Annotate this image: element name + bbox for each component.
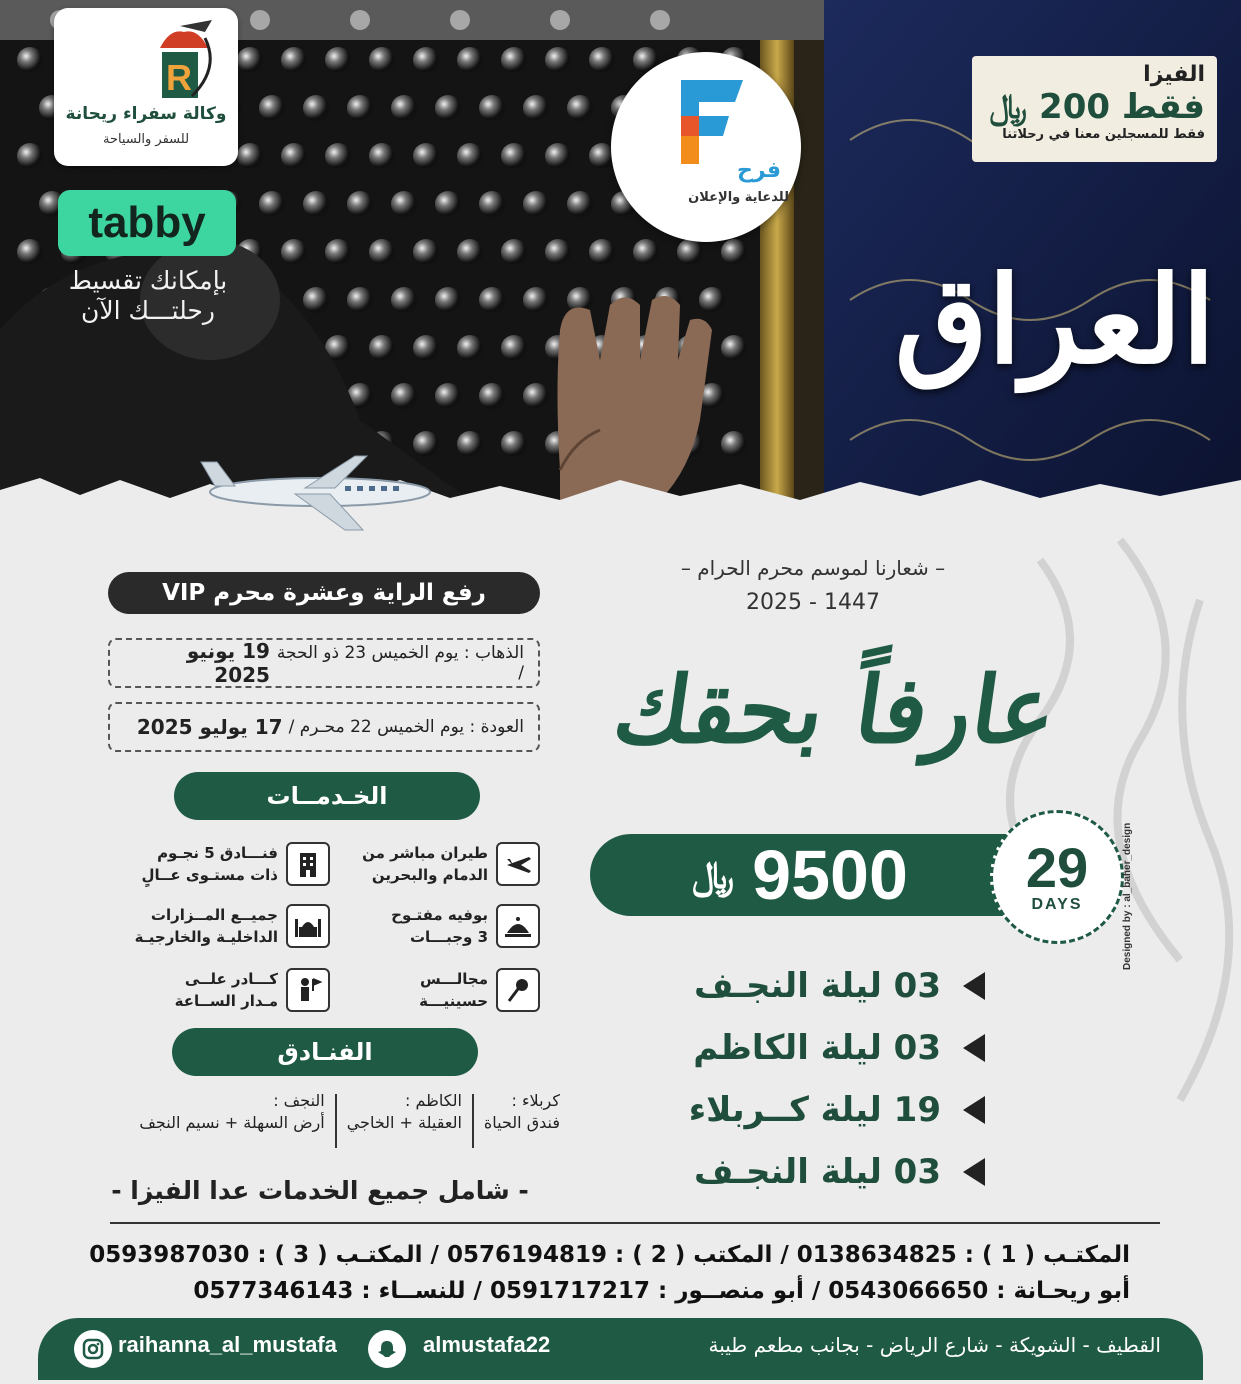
contacts-line-2: أبو ريحـانة : 0543066650 / أبو منصــور : 0591717217 / للنســاء : 0577346143 bbox=[193, 1278, 1130, 1304]
tabby-installment-text bbox=[50, 266, 246, 326]
grille-ball bbox=[347, 191, 373, 217]
hotel-names: فندق الحياة bbox=[483, 1113, 560, 1132]
agency-tagline: للسفر والسياحة bbox=[102, 132, 190, 147]
return-label: العودة : يوم الخميس 22 محـرم / bbox=[288, 717, 524, 737]
grille-ball bbox=[237, 143, 263, 169]
service-line: بوفيه مفتـوح bbox=[391, 906, 488, 924]
service-five-star-hotels bbox=[108, 842, 278, 886]
service-line: فنـــادق 5 نجـوم bbox=[157, 844, 278, 862]
currency-symbol: ﷼ bbox=[692, 852, 735, 897]
grille-ball bbox=[567, 191, 593, 217]
visa-note: فقط للمسجلين معنا في رحلاتنا bbox=[1002, 127, 1205, 142]
airplane-illustration bbox=[195, 452, 445, 532]
grille-ball bbox=[413, 47, 439, 73]
hotel-city: كربلاء : bbox=[511, 1091, 560, 1110]
grille-ball bbox=[567, 95, 593, 121]
grille-ball bbox=[633, 239, 659, 265]
service-line: 3 وجبـــات bbox=[409, 928, 488, 946]
days-number: 29 bbox=[1025, 836, 1089, 899]
hotel-column-karbala bbox=[478, 1090, 566, 1152]
hotel-city: النجف : bbox=[273, 1091, 325, 1110]
service-husayni-gatherings bbox=[348, 968, 488, 1012]
ad-agency-name: فرح bbox=[737, 158, 781, 183]
designer-credit: Designed by : al_baher_design bbox=[1122, 822, 1133, 970]
services-heading: الخـدمــات bbox=[174, 772, 480, 820]
grille-ball bbox=[391, 95, 417, 121]
grille-ball bbox=[501, 143, 527, 169]
itinerary-text: 19 ليلة كــربلاء bbox=[688, 1090, 941, 1130]
grille-ball bbox=[589, 47, 615, 73]
grille-ball bbox=[369, 239, 395, 265]
food-cloche-icon bbox=[496, 904, 540, 948]
service-direct-flight bbox=[348, 842, 488, 886]
grille-ball bbox=[435, 95, 461, 121]
return-box bbox=[108, 702, 540, 752]
trip-title: رفع الراية وعشرة محرم VIP bbox=[108, 572, 540, 614]
footer-address: القطيف - الشويكة - شارع الرياض - بجانب مطعم طيبة bbox=[708, 1333, 1161, 1357]
grille-ball bbox=[545, 47, 571, 73]
airplane-icon bbox=[496, 842, 540, 886]
grille-ball bbox=[501, 47, 527, 73]
itinerary-item bbox=[640, 1086, 985, 1134]
grille-ball bbox=[501, 335, 527, 361]
grille-ball bbox=[457, 239, 483, 265]
grille-ball bbox=[369, 47, 395, 73]
grille-ball bbox=[413, 143, 439, 169]
ad-agency-tagline: للدعاية والإعلان bbox=[688, 190, 789, 205]
service-line: مجالـــس bbox=[420, 970, 488, 988]
play-arrow-icon bbox=[963, 1096, 985, 1124]
agency-logo-card bbox=[54, 8, 238, 166]
days-badge bbox=[990, 810, 1124, 944]
grille-ball bbox=[413, 335, 439, 361]
inclusions-note: - شامل جميع الخدمات عدا الفيزا - bbox=[111, 1176, 529, 1205]
grille-ball bbox=[281, 47, 307, 73]
hotel-divider bbox=[472, 1094, 474, 1148]
instagram-icon bbox=[74, 1330, 112, 1368]
service-line: كـــادر علــى bbox=[184, 970, 278, 988]
days-label: DAYS bbox=[1031, 896, 1083, 913]
itinerary-item bbox=[640, 962, 985, 1010]
grille-ball bbox=[259, 95, 285, 121]
price-content bbox=[640, 834, 960, 916]
play-arrow-icon bbox=[963, 972, 985, 1000]
grille-ball bbox=[479, 191, 505, 217]
ad-agency-logo-card bbox=[611, 52, 801, 242]
hotels-list bbox=[66, 1090, 566, 1152]
snapchat-icon bbox=[368, 1330, 406, 1368]
agency-logo-icon bbox=[150, 18, 220, 102]
service-line: الداخليـة والخارجيـة bbox=[134, 928, 278, 946]
grille-ball bbox=[259, 191, 285, 217]
hotel-building-icon bbox=[286, 842, 330, 886]
hotel-divider bbox=[335, 1094, 337, 1148]
grille-ball bbox=[435, 191, 461, 217]
grille-ball bbox=[391, 287, 417, 313]
hotel-names: أرض السهلة + نسيم النجف bbox=[139, 1113, 325, 1132]
play-arrow-icon bbox=[963, 1158, 985, 1186]
slogan-calligraphy-area bbox=[585, 630, 1085, 790]
grille-ball bbox=[17, 239, 43, 265]
slogan-intro: – شعارنا لموسم محرم الحرام – bbox=[680, 556, 946, 580]
grille-ball bbox=[281, 239, 307, 265]
tabby-line-1: بإمكانك تقسيط bbox=[68, 266, 228, 295]
grille-ball bbox=[391, 383, 417, 409]
grille-ball bbox=[325, 239, 351, 265]
grille-ball bbox=[523, 383, 549, 409]
svg-text:R: R bbox=[166, 57, 192, 98]
tabby-badge bbox=[58, 190, 236, 256]
grille-ball bbox=[303, 95, 329, 121]
grille-ball bbox=[281, 143, 307, 169]
grille-ball bbox=[523, 191, 549, 217]
itinerary-text: 03 ليلة النجـف bbox=[693, 966, 941, 1006]
price-amount: 9500 bbox=[752, 836, 908, 914]
grille-ball bbox=[501, 239, 527, 265]
hotels-heading: الفنـادق bbox=[172, 1028, 478, 1076]
itinerary-item bbox=[640, 1024, 985, 1072]
service-line: ذات مستـوى عــالٍ bbox=[141, 866, 278, 884]
destination-title-area bbox=[890, 190, 1220, 450]
grille-ball bbox=[17, 47, 43, 73]
instagram-handle[interactable]: raihanna_al_mustafa bbox=[118, 1332, 337, 1357]
hotel-column-kadhimiya bbox=[341, 1090, 468, 1152]
return-date: 17 يوليو 2025 bbox=[136, 715, 283, 739]
departure-date: 19 يونيو 2025 bbox=[186, 639, 270, 687]
grille-ball bbox=[721, 335, 747, 361]
contacts-line-1: المكتـب ( 1 ) : 0138634825 / المكتب ( 2 ) : 0576194819 / المكتـب ( 3 ) : 0593987030 bbox=[89, 1242, 1130, 1268]
grille-ball bbox=[435, 287, 461, 313]
grille-ball bbox=[237, 47, 263, 73]
itinerary-text: 03 ليلة النجـف bbox=[693, 1152, 941, 1192]
grille-ball bbox=[303, 191, 329, 217]
contacts-divider bbox=[110, 1222, 1160, 1224]
hotel-column-najaf bbox=[133, 1090, 330, 1152]
grille-ball bbox=[699, 287, 725, 313]
service-24h-staff bbox=[108, 968, 278, 1012]
grille-ball bbox=[545, 239, 571, 265]
grille-ball bbox=[721, 239, 747, 265]
grille-ball bbox=[457, 143, 483, 169]
service-line: الدمام والبحرين bbox=[371, 866, 488, 884]
agency-name: وكالة سفراء ريحانة bbox=[65, 104, 227, 124]
grille-ball bbox=[413, 239, 439, 265]
grille-ball bbox=[479, 287, 505, 313]
guide-flag-icon bbox=[286, 968, 330, 1012]
grille-ball bbox=[523, 95, 549, 121]
ad-agency-f-logo-icon bbox=[669, 72, 749, 172]
torn-paper-edge bbox=[0, 440, 1241, 530]
visa-price-box bbox=[972, 56, 1217, 162]
microphone-icon bbox=[496, 968, 540, 1012]
slogan-calligraphy: عارفاً بحقك bbox=[607, 656, 1063, 764]
departure-box bbox=[108, 638, 540, 688]
grille-ball bbox=[369, 335, 395, 361]
grille-ball bbox=[523, 287, 549, 313]
snapchat-handle[interactable]: almustafa22 bbox=[423, 1332, 551, 1357]
grille-ball bbox=[435, 383, 461, 409]
grille-ball bbox=[545, 143, 571, 169]
grille-ball bbox=[347, 287, 373, 313]
grille-ball bbox=[677, 239, 703, 265]
service-line: طيران مباشر من bbox=[362, 844, 488, 862]
grille-ball bbox=[369, 143, 395, 169]
grille-ball bbox=[391, 191, 417, 217]
grille-ball bbox=[457, 335, 483, 361]
visa-price: فقط 200 ﷼ bbox=[989, 87, 1205, 127]
itinerary-list bbox=[640, 962, 985, 1196]
footer-bar bbox=[38, 1318, 1203, 1380]
services-grid bbox=[98, 834, 548, 1034]
grille-ball bbox=[479, 383, 505, 409]
tabby-logo-text: tabby bbox=[88, 198, 206, 247]
hotel-names: العقيلة + الخاجي bbox=[346, 1113, 462, 1132]
service-open-buffet bbox=[348, 904, 488, 948]
hotel-city: الكاظم : bbox=[405, 1091, 462, 1110]
grille-ball bbox=[347, 95, 373, 121]
service-line: جميــع المــزارات bbox=[150, 906, 278, 924]
grille-ball bbox=[303, 287, 329, 313]
grille-ball bbox=[325, 143, 351, 169]
mosque-icon bbox=[286, 904, 330, 948]
service-line: مـدار الســاعة bbox=[174, 992, 278, 1010]
itinerary-text: 03 ليلة الكاظم bbox=[693, 1028, 941, 1068]
visa-title: الفيزا bbox=[1143, 62, 1205, 87]
slogan-years: 2025 - 1447 bbox=[746, 590, 880, 615]
service-all-shrines bbox=[108, 904, 278, 948]
tabby-line-2: رحلتـــك الآن bbox=[81, 296, 215, 325]
destination-title: العراق bbox=[894, 249, 1216, 391]
play-arrow-icon bbox=[963, 1034, 985, 1062]
grille-ball bbox=[325, 47, 351, 73]
grille-ball bbox=[17, 143, 43, 169]
grille-ball bbox=[457, 47, 483, 73]
departure-label: الذهاب : يوم الخميس 23 ذو الحجة / bbox=[276, 643, 524, 683]
itinerary-item bbox=[640, 1148, 985, 1196]
grille-ball bbox=[479, 95, 505, 121]
grille-ball bbox=[589, 239, 615, 265]
service-line: حسينيـــة bbox=[419, 992, 488, 1010]
